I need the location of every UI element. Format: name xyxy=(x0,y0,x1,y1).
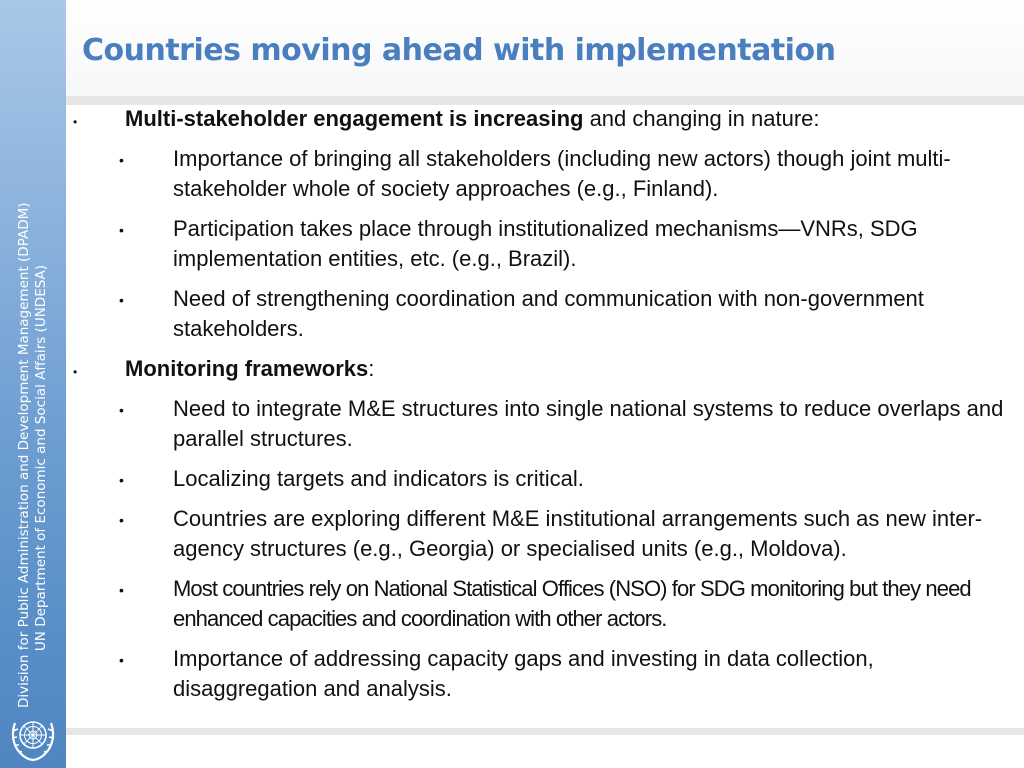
bullet-marker: • xyxy=(119,222,124,238)
bullet-section-monitoring-frameworks xyxy=(66,354,1016,384)
list-item-text: Need of strengthening coordination and communication with non-government stakeholders. xyxy=(173,286,924,341)
list-item-text: Most countries rely on National Statistical Offices (NSO) for SDG monitoring but they need enhanced capacities and coordination with other actors. xyxy=(173,576,971,631)
list-item xyxy=(66,144,1016,204)
section-heading-bold: Multi-stakeholder engagement is increasing xyxy=(125,106,584,131)
list-item xyxy=(66,464,1016,494)
list-item-text: Need to integrate M&E structures into single national systems to reduce overlaps and parallel structures. xyxy=(173,396,1004,451)
list-item xyxy=(66,214,1016,274)
bullet-section-stakeholder-engagement xyxy=(66,104,1016,134)
list-item xyxy=(66,394,1016,454)
bullet-marker: • xyxy=(119,402,124,418)
list-item xyxy=(66,284,1016,344)
bullet-marker: • xyxy=(119,652,124,668)
list-item xyxy=(66,574,1016,634)
sidebar xyxy=(0,0,66,768)
sidebar-line-division: Division for Public Administration and Development Management (DPADM) xyxy=(16,202,32,708)
list-item-text: Participation takes place through institutionalized mechanisms—VNRs, SDG implementation entities, etc. (e.g., Brazil). xyxy=(173,216,918,271)
bullet-marker: • xyxy=(119,582,124,598)
bullet-marker: • xyxy=(73,115,78,129)
un-emblem-icon xyxy=(5,709,61,765)
bullet-marker: • xyxy=(119,512,124,528)
list-item-text: Importance of addressing capacity gaps and investing in data collection, disaggregation and analysis. xyxy=(173,646,874,701)
bullet-marker: • xyxy=(119,292,124,308)
footer-divider xyxy=(66,728,1024,735)
bullet-marker: • xyxy=(119,472,124,488)
section-heading-bold: Monitoring frameworks xyxy=(125,356,369,381)
bullet-marker: • xyxy=(73,365,78,379)
section-heading-rest: : xyxy=(368,356,375,381)
bullet-marker: • xyxy=(119,152,124,168)
list-item-text: Localizing targets and indicators is critical. xyxy=(173,466,584,491)
slide-content xyxy=(66,104,1016,714)
slide-title: Countries moving ahead with implementation xyxy=(82,33,836,68)
list-item xyxy=(66,504,1016,564)
list-item-text: Countries are exploring different M&E institutional arrangements such as new inter-agency structures (e.g., Georgia) or specialised units (e.g., Moldova). xyxy=(173,506,983,561)
sidebar-line-department: UN Department of Economic and Social Affairs (UNDESA) xyxy=(33,264,49,652)
list-item xyxy=(66,644,1016,704)
section-heading-rest: and changing in nature: xyxy=(583,106,820,131)
list-item-text: Importance of bringing all stakeholders (including new actors) though joint multi-stakeholder whole of society approaches (e.g., Finland). xyxy=(173,146,951,201)
sidebar-organization-text xyxy=(16,202,50,708)
